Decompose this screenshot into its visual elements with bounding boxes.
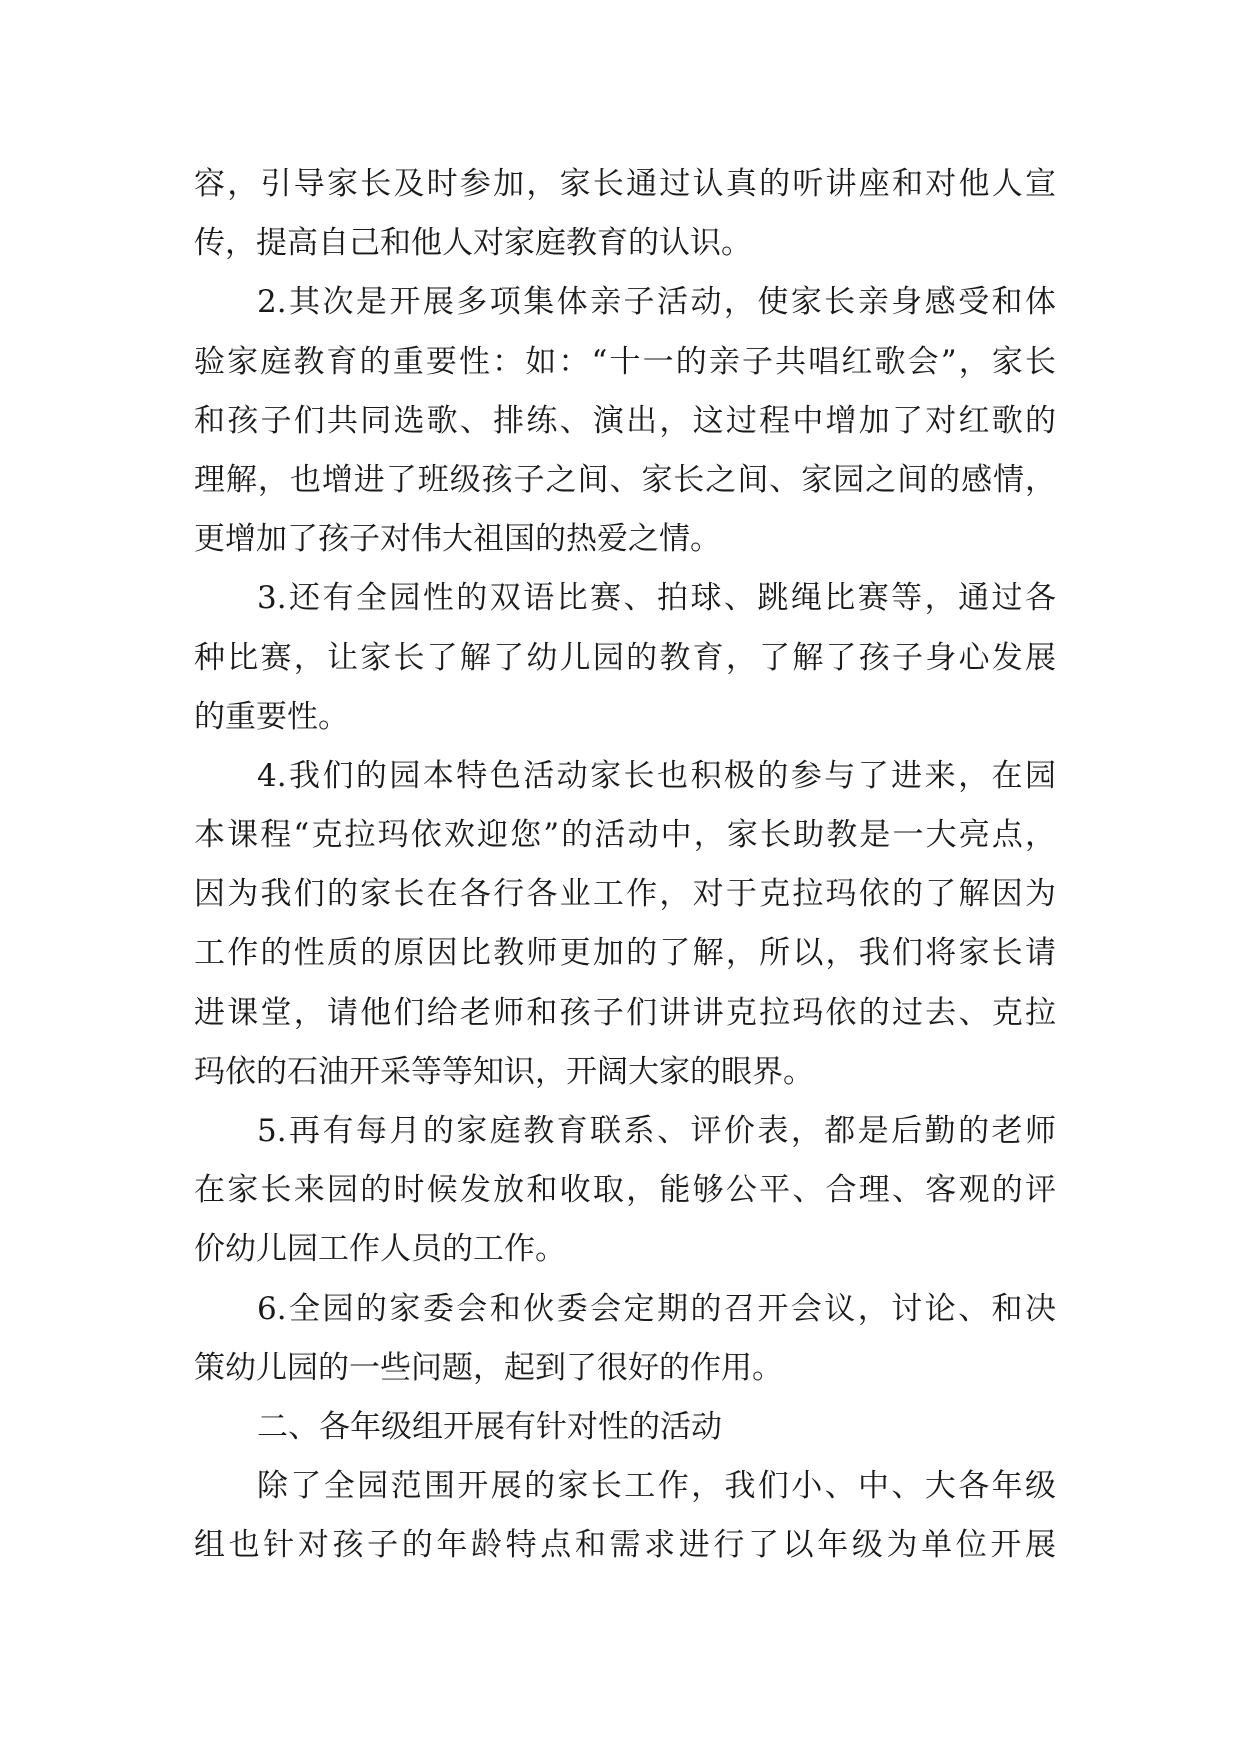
text-line: 进课堂，请他们给老师和孩子们讲讲克拉玛依的过去、克拉 xyxy=(194,994,1056,1031)
text-line: 和孩子们共同选歌、排练、演出，这过程中增加了对红歌的 xyxy=(194,402,1056,439)
text-line: 种比赛，让家长了解了幼儿园的教育，了解了孩子身心发展 xyxy=(194,639,1056,676)
text-line: 验家庭教育的重要性：如：“十一的亲子共唱红歌会”，家长 xyxy=(194,343,1056,380)
text-line: 6.全园的家委会和伙委会定期的召开会议，讨论、和决 xyxy=(257,1290,1056,1327)
text-line: 玛依的石油开采等等知识，开阔大家的眼界。 xyxy=(194,1053,814,1090)
document-body xyxy=(194,155,1056,1576)
text-line: 策幼儿园的一些问题，起到了很好的作用。 xyxy=(194,1349,783,1386)
text-line: 本课程“克拉玛依欢迎您”的活动中，家长助教是一大亮点， xyxy=(194,817,1056,854)
text-line: 更增加了孩子对伟大祖国的热爱之情。 xyxy=(194,521,721,558)
text-line: 组也针对孩子的年龄特点和需求进行了以年级为单位开展 xyxy=(194,1527,1056,1564)
text-line: 容，引导家长及时参加，家长通过认真的听讲座和对他人宣 xyxy=(194,166,1056,202)
text-line: 理解，也增进了班级孩子之间、家长之间、家园之间的感情， xyxy=(194,461,1056,498)
text-line: 3.还有全园性的双语比赛、拍球、跳绳比赛等，通过各 xyxy=(257,580,1056,617)
text-line: 的重要性。 xyxy=(194,698,349,735)
text-line: 除了全园范围开展的家长工作，我们小、中、大各年级 xyxy=(257,1468,1056,1505)
text-line: 5.再有每月的家庭教育联系、评价表，都是后勤的老师 xyxy=(257,1113,1056,1149)
section-heading: 二、各年级组开展有针对性的活动 xyxy=(257,1408,722,1445)
text-line: 传，提高自己和他人对家庭教育的认识。 xyxy=(194,225,752,262)
text-line: 价幼儿园工作人员的工作。 xyxy=(194,1231,566,1268)
text-line: 工作的性质的原因比教师更加的了解，所以，我们将家长请 xyxy=(194,935,1056,972)
text-line: 因为我们的家长在各行各业工作，对于克拉玛依的了解因为 xyxy=(194,876,1056,913)
text-line: 4.我们的园本特色活动家长也积极的参与了进来，在园 xyxy=(257,757,1056,794)
text-line: 在家长来园的时候发放和收取，能够公平、合理、客观的评 xyxy=(194,1172,1056,1209)
text-line: 2.其次是开展多项集体亲子活动，使家长亲身感受和体 xyxy=(257,284,1056,321)
